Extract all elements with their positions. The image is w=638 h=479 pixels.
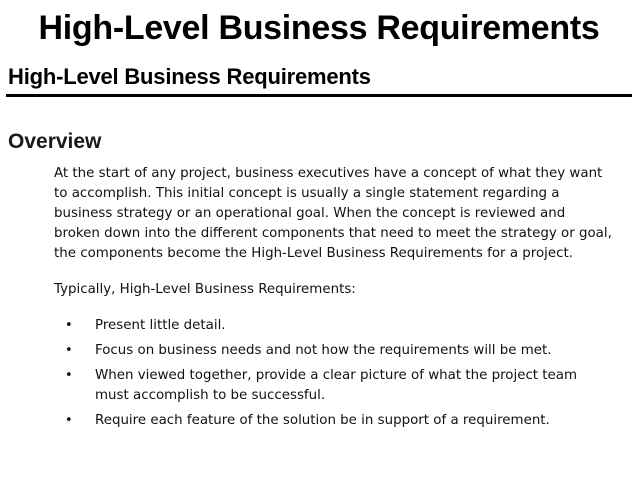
slide-title: High-Level Business Requirements bbox=[38, 9, 600, 47]
section-heading-overview: Overview bbox=[8, 130, 102, 153]
list-item-text: Present little detail. bbox=[95, 318, 226, 333]
document-excerpt bbox=[6, 62, 632, 436]
bullet-icon: • bbox=[65, 318, 73, 333]
list-item bbox=[54, 366, 614, 406]
requirements-list bbox=[54, 316, 614, 431]
list-item-text: Focus on business needs and not how the requirements will be met. bbox=[95, 343, 552, 358]
heading-divider bbox=[6, 94, 632, 97]
list-intro: Typically, High-Level Business Requirements: bbox=[54, 282, 356, 297]
list-item bbox=[54, 316, 614, 336]
list-item-text: When viewed together, provide a clear picture of what the project team must accomplish to be successful. bbox=[95, 368, 578, 403]
list-item-text: Require each feature of the solution be in support of a requirement. bbox=[95, 413, 550, 428]
bullet-icon: • bbox=[65, 343, 73, 358]
bullet-icon: • bbox=[65, 413, 73, 428]
list-item bbox=[54, 411, 614, 431]
overview-paragraph: At the start of any project, business executives have a concept of what they want to accomplish. This initial concept is usually a single statement regarding a business strategy or an operational goal. When the concept is reviewed and broken down into the different components that need to meet the strategy or goal, the components become the High-Level Business Requirements for a project. bbox=[54, 166, 612, 261]
section-content bbox=[54, 164, 614, 431]
document-heading: High-Level Business Requirements bbox=[8, 64, 371, 89]
bullet-icon: • bbox=[65, 368, 73, 383]
list-item bbox=[54, 341, 614, 361]
